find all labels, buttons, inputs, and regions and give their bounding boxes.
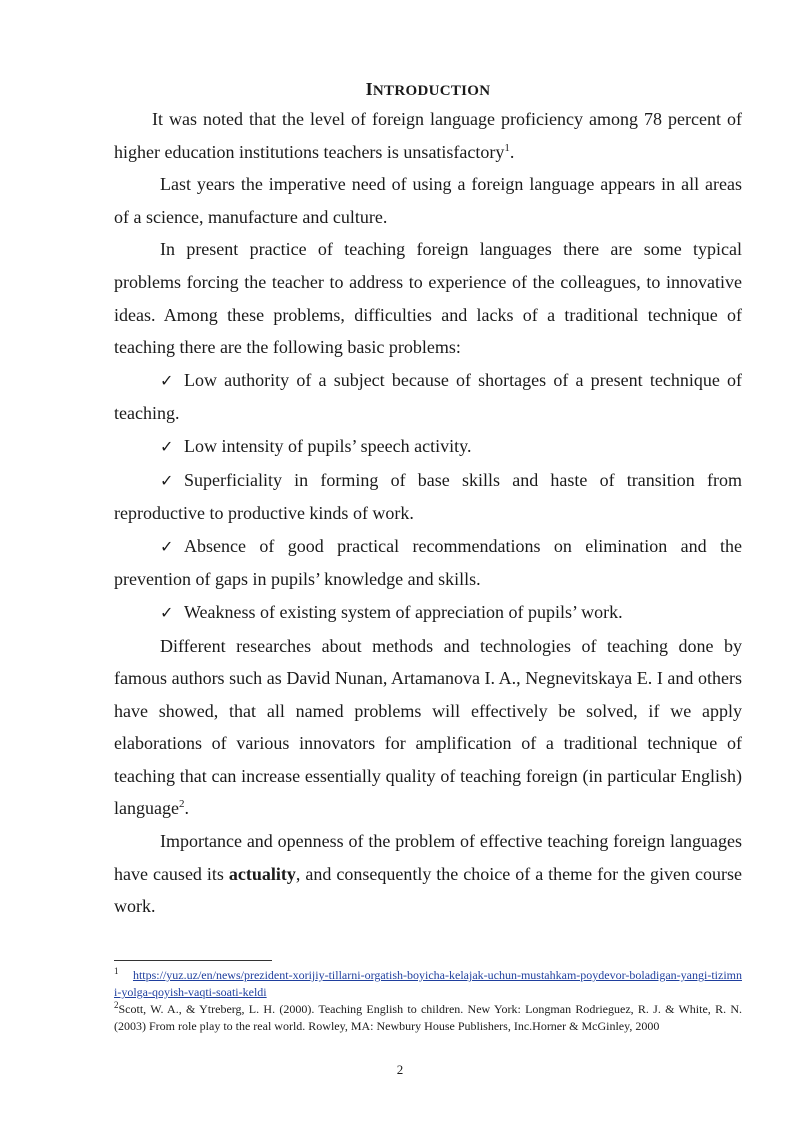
- heading-rest: NTRODUCTION: [372, 83, 491, 99]
- paragraph-intro-text: It was noted that the level of foreign language proficiency among 78 percent of higher education institutions teachers is unsatisfactory: [114, 109, 742, 162]
- page-number: 2: [396, 1062, 404, 1077]
- problem-item: [114, 464, 742, 530]
- footnote-2-number: 2: [114, 1000, 119, 1010]
- footnote-1-link[interactable]: https://yuz.uz/en/news/prezident-xorijiy-tillarni-orgatish-boyicha-kelajak-uchun-mustahkam-poydevor-boladigan-yangi-tizimni-yolga-qoyish-vaqti-soati-keldi: [114, 968, 742, 999]
- paragraph-intro-end: .: [509, 141, 515, 162]
- footnote-ref-2[interactable]: 2: [178, 798, 185, 811]
- document-body: [114, 75, 742, 923]
- checkmark-icon: ✓: [160, 602, 174, 622]
- footnotes-section: [114, 960, 742, 1035]
- checkmark-icon: ✓: [160, 536, 174, 556]
- footnote-2-text: Scott, W. A., & Ytreberg, L. H. (2000). Teaching English to children. New York: Longman Rodrieguez, R. J. & White, R. N. (2003) From role play to the real world. Rowley, MA: Newbury House Publishers, Inc.Horner & McGinley, 2000: [114, 1002, 742, 1033]
- problem-item-text: Low intensity of pupils’ speech activity.: [184, 435, 472, 456]
- problem-item-text: Superficiality in forming of base skills and haste of transition from reproductive to productive kinds of work.: [114, 469, 742, 524]
- problem-item-text: Low authority of a subject because of shortages of a present technique of teaching.: [114, 369, 742, 424]
- paragraph-need: Last years the imperative need of using a foreign language appears in all areas of a science, manufacture and culture.: [114, 174, 742, 227]
- problem-item: [114, 596, 742, 630]
- footnote-ref-1[interactable]: 1: [504, 141, 510, 154]
- paragraph-research-text: Different researches about methods and technologies of teaching done by famous authors such as David Nunan, Artamanova I. A., Negnevitskaya E. I and others have showed, that all named problems will effectively be solved, if we apply elaborations of various innovators for amplification of a traditional technique of teaching that can increase essentially quality of teaching foreign (in particular English) language: [114, 635, 742, 819]
- heading-first-letter: I: [365, 79, 373, 99]
- checkmark-icon: ✓: [160, 470, 174, 490]
- actuality-bold-term: actuality: [228, 863, 296, 884]
- problem-item: [114, 430, 742, 464]
- problem-item-text: Absence of good practical recommendations on elimination and the prevention of gaps in pupils’ knowledge and skills.: [114, 535, 742, 590]
- paragraph-research-end: .: [184, 798, 189, 819]
- problem-item-text: Weakness of existing system of appreciation of pupils’ work.: [184, 601, 623, 622]
- footnote-2: [114, 1001, 742, 1035]
- paragraph-actuality: [114, 825, 742, 923]
- checkmark-icon: ✓: [160, 436, 174, 456]
- paragraph-intro: [114, 103, 742, 168]
- problem-item: [114, 530, 742, 596]
- paragraph-actuality-after: , and consequently the choice of a theme for the given course work.: [114, 863, 742, 917]
- checkmark-icon: ✓: [160, 370, 174, 390]
- paragraph-practice: In present practice of teaching foreign languages there are some typical problems forcing the teacher to address to experience of the colleagues, to innovative ideas. Among these problems, difficulties and lacks of a traditional technique of teaching there are the following basic problems:: [114, 239, 742, 358]
- section-heading: [114, 75, 742, 103]
- paragraph-research: [114, 630, 742, 826]
- paragraph-actuality-before: Importance and openness of the problem of effective teaching foreign languages have caused its: [114, 831, 742, 884]
- problem-item: [114, 364, 742, 430]
- footnote-1: $^1$ https://yuz.uz/en/news/prezident-xorijiy-tillarni-orgatish-boyicha-kelajak-uchun-mustahkam-poydevor-boladigan-yangi-tizimni-yolga-qoyish-vaqti-soati-keldi: [114, 966, 742, 999]
- footnote-divider: [114, 960, 272, 961]
